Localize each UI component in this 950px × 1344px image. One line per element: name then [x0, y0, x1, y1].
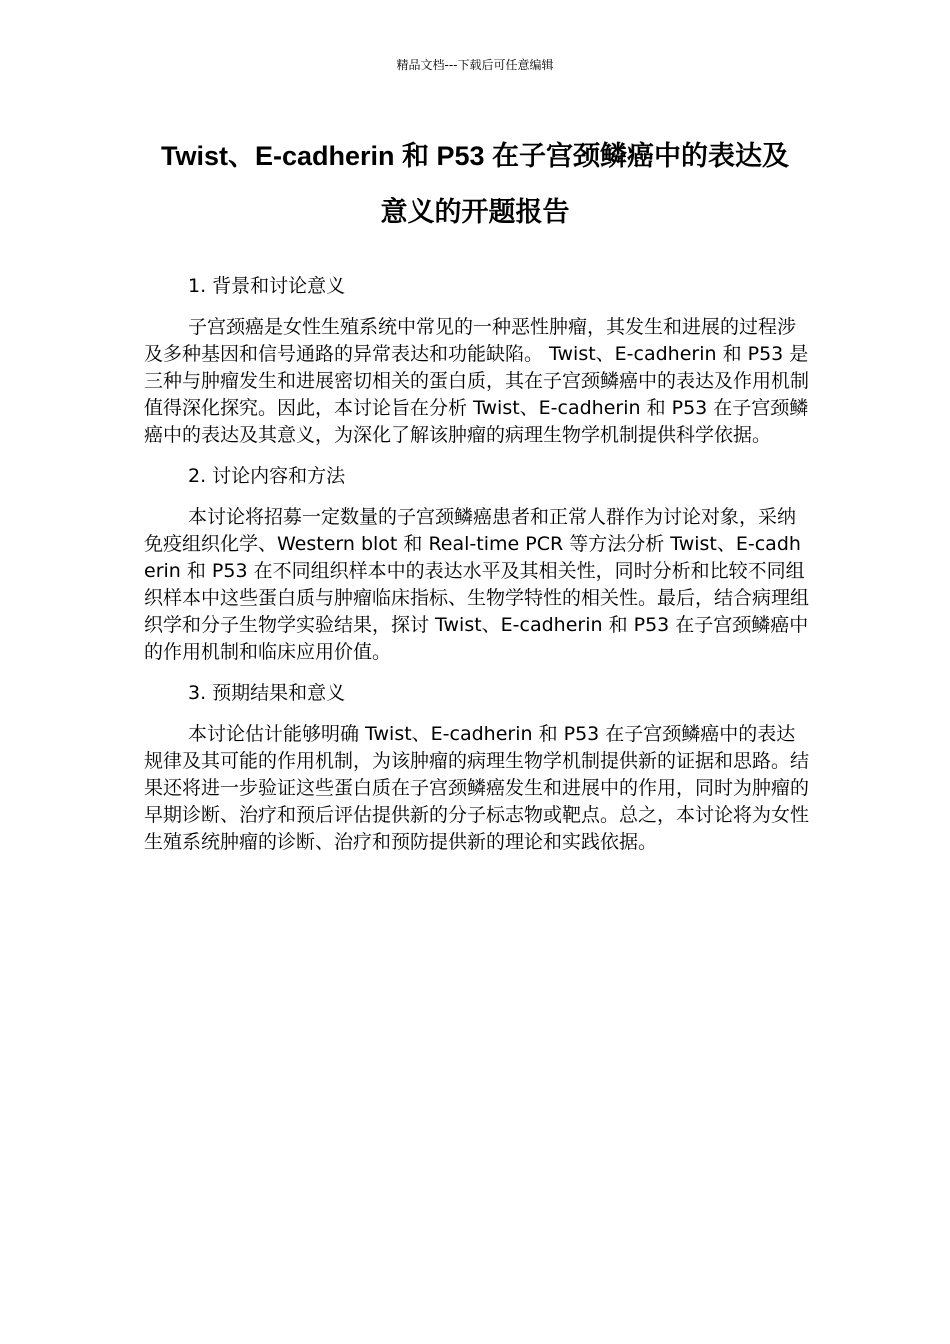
section-content-methods [144, 463, 812, 666]
section-paragraph: 子宫颈癌是女性生殖系统中常见的一种恶性肿瘤，其发生和进展的过程涉及多种基因和信号通路的异常表达和功能缺陷。 Twist、E-cadherin 和 P53 是三种与肿瘤发生和进展密切相关的蛋白质，其在子宫颈鳞癌中的表达及作用机制值得深化探究。因此，本讨论旨在分析 Twist、E-cadherin 和 P53 在子宫颈鳞癌中的表达及其意义，为深化了解该肿瘤的病理生物学机制提供科学依据。 [144, 316, 810, 446]
section-heading: 1. 背景和讨论意义 [188, 275, 346, 297]
section-paragraph: 本讨论估计能够明确 Twist、E-cadherin 和 P53 在子宫颈鳞癌中的表达规律及其可能的作用机制，为该肿瘤的病理生物学机制提供新的证据和思路。结果还将进一步验证这些蛋白质在子宫颈鳞癌发生和进展中的作用，同时为肿瘤的早期诊断、治疗和预后评估提供新的分子标志物或靶点。总之，本讨论将为女性生殖系统肿瘤的诊断、治疗和预防提供新的理论和实践依据。 [144, 723, 810, 853]
document-title-line-1: Twist、E-cadherin 和 P53 在子宫颈鳞癌中的表达及 [160, 141, 790, 171]
section-paragraph: 本讨论将招募一定数量的子宫颈鳞癌患者和正常人群作为讨论对象，采纳免疫组织化学、Western blot 和 Real-time PCR 等方法分析 Twist、E-cadherin 和 P53 在不同组织样本中的表达水平及其相关性，同时分析和比较不同组织样本中这些蛋白质与肿瘤临床指标、生物学特性的相关性。最后，结合病理组织学和分子生物学实验结果，探讨 Twist、E-cadherin 和 P53 在子宫颈鳞癌中的作用机制和临床应用价值。 [144, 506, 810, 663]
page-header: 精品文档---下载后可任意编辑 [396, 58, 554, 72]
section-heading: 3. 预期结果和意义 [188, 682, 346, 704]
section-background [144, 273, 812, 449]
document-title [120, 128, 830, 240]
section-expected-results [144, 680, 812, 856]
document-body [144, 273, 812, 870]
section-heading: 2. 讨论内容和方法 [188, 465, 346, 487]
document-title-line-2: 意义的开题报告 [380, 197, 570, 227]
